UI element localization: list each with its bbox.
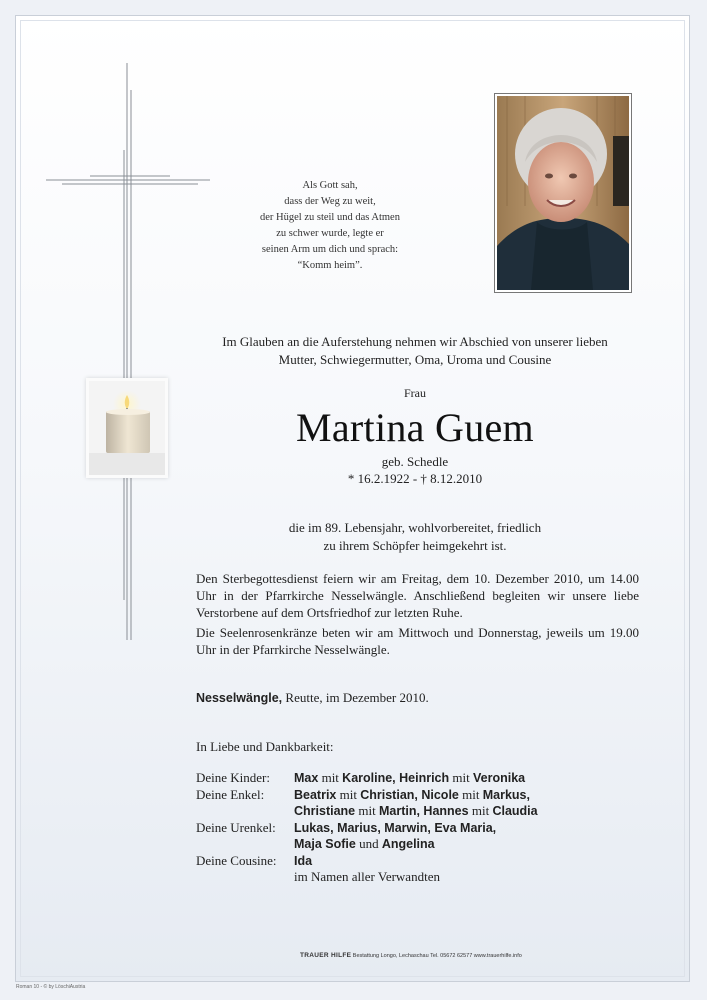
poem-line: dass der Weg zu weit, xyxy=(284,196,376,207)
place-and-date xyxy=(196,690,429,706)
poem-line: zu schwer wurde, legte er xyxy=(276,228,384,239)
family-row-urenkel-cont xyxy=(196,836,538,853)
salutation: Frau xyxy=(404,386,426,400)
name: Beatrix xyxy=(294,787,337,802)
poem-line: der Hügel zu steil und das Atmen xyxy=(260,212,400,223)
name: Markus, xyxy=(482,787,530,802)
place-date: Reutte, im Dezember 2010. xyxy=(282,690,429,705)
portrait-photo xyxy=(494,93,632,293)
family-row-cousine xyxy=(196,853,538,870)
passing-line: zu ihrem Schöpfer heimgekehrt ist. xyxy=(323,538,507,553)
family-row-enkel-cont xyxy=(196,803,538,820)
name: Martin, Hannes xyxy=(378,804,469,818)
family-label: Deine Cousine: xyxy=(196,852,277,868)
family-label: Deine Urenkel: xyxy=(196,819,276,835)
footer-details: Bestattung Longo, Lechaschau Tel. 05672 62577 www.trauerhilfe.info xyxy=(352,953,522,959)
passing-text xyxy=(220,519,610,555)
connector: mit xyxy=(468,803,493,818)
candle-icon xyxy=(86,378,168,478)
family-label-empty xyxy=(196,836,294,853)
imprint: Roman 10 - © by LöschiAustria xyxy=(16,984,86,990)
poem-line: “Komm heim”. xyxy=(297,260,363,271)
connector: mit xyxy=(458,786,483,802)
family-label-empty xyxy=(196,869,294,886)
life-dates: * 16.2.1922 - † 8.12.2010 xyxy=(347,471,483,486)
family-names xyxy=(294,803,538,820)
family-label: Deine Kinder: xyxy=(196,770,271,785)
relatives-note: im Namen aller Verwandten xyxy=(294,869,440,884)
family-names xyxy=(294,770,525,787)
family-names xyxy=(294,836,435,853)
family-names xyxy=(294,787,530,804)
poem xyxy=(250,178,410,274)
name: Claudia xyxy=(492,804,538,818)
announcement-intro xyxy=(180,333,650,369)
name: Christian, Nicole xyxy=(360,787,459,802)
birth-name: geb. Schedle xyxy=(381,454,449,469)
town-name: Nesselwängle, xyxy=(196,691,283,705)
name: Maja Sofie xyxy=(294,837,356,851)
name: Angelina xyxy=(381,837,435,851)
family-row-verwandte xyxy=(196,869,538,886)
intro-line: Mutter, Schwiegermutter, Oma, Uroma und Cousine xyxy=(278,352,552,367)
poem-line: seinen Arm um dich und sprach: xyxy=(261,244,399,255)
footer xyxy=(300,952,680,959)
connector: mit xyxy=(449,770,473,785)
name: Lukas, Marius, Marwin, Eva Maria, xyxy=(294,820,497,835)
name: Christiane xyxy=(294,804,356,818)
name: Ida xyxy=(294,853,313,868)
funeral-mass-paragraph: Den Sterbegottesdienst feiern wir am Freitag, dem 10. Dezember 2010, um 14.00 Uhr in der Pfarrkirche Nesselwängle. Anschließend begleiten wir unsere liebe Verstorbene auf dem Ortsfriedhof zur letzten Ruhe. xyxy=(196,571,639,620)
intro-line: Im Glauben an die Auferstehung nehmen wir Abschied von unserer lieben xyxy=(222,334,608,349)
family-names xyxy=(294,820,496,837)
name: Veronika xyxy=(473,771,526,785)
connector: mit xyxy=(355,803,379,818)
name: Karoline, Heinrich xyxy=(342,771,450,785)
connector: und xyxy=(355,836,382,851)
deceased-name: Martina Guem xyxy=(296,405,534,450)
connector: mit xyxy=(318,770,343,785)
name: Max xyxy=(294,771,319,785)
family-row-kinder xyxy=(196,770,538,787)
family-label-empty xyxy=(196,803,294,820)
poem-line: Als Gott sah, xyxy=(302,180,358,191)
closing-line: In Liebe und Dankbarkeit: xyxy=(196,739,334,754)
family-names xyxy=(294,853,312,870)
rosary-paragraph: Die Seelenrosenkränze beten wir am Mittwoch und Donnerstag, jeweils um 19.00 Uhr in der Pfarrkirche Nesselwängle. xyxy=(196,625,639,657)
family-list xyxy=(196,770,538,886)
family-row-enkel xyxy=(196,787,538,804)
family-label: Deine Enkel: xyxy=(196,786,265,802)
connector: mit xyxy=(336,786,361,802)
passing-line: die im 89. Lebensjahr, wohlvorbereitet, friedlich xyxy=(288,520,542,535)
footer-brand: TRAUER HILFE xyxy=(300,952,352,959)
service-details xyxy=(196,570,639,658)
family-row-urenkel xyxy=(196,820,538,837)
